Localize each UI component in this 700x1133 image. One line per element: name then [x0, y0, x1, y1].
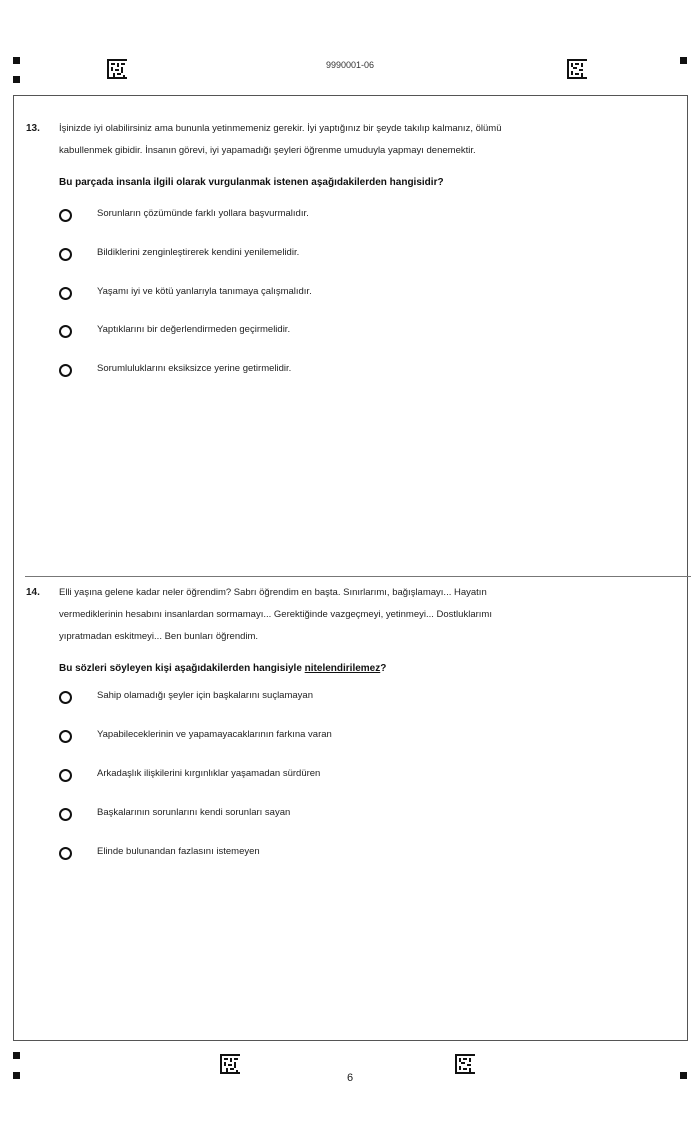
question-divider [25, 576, 691, 577]
passage-line: Elli yaşına gelene kadar neler öğrendim? Sabrı öğrendim en başta. Sınırlarımı, bağışlamayı... Hayatın [59, 587, 487, 598]
radio-button[interactable] [59, 287, 72, 300]
question-prompt: Bu parçada insanla ilgili olarak vurgulanmak istenen aşağıdakilerden hangisidir? [59, 177, 444, 188]
passage-line: İşinizde iyi olabilirsiniz ama bununla yetinmemeniz gerekir. İyi yaptığınız bir şeyde takılıp kalmanız, ölümü [59, 123, 502, 134]
radio-button[interactable] [59, 808, 72, 821]
option-text: Sahip olamadığı şeyler için başkalarını suçlamayan [97, 690, 313, 701]
option-text: Başkalarının sorunlarını kendi sorunları sayan [97, 807, 291, 818]
option-text: Yapabileceklerinin ve yapamayacaklarının farkına varan [97, 729, 332, 740]
radio-button[interactable] [59, 209, 72, 222]
radio-button[interactable] [59, 364, 72, 377]
passage-line: yıpratmadan eskitmeyi... Ben bunları öğrendim. [59, 631, 259, 642]
prompt-text: Bu sözleri söyleyen kişi aşağıdakilerden hangisiyle [59, 663, 305, 674]
prompt-underlined: nitelendirilemez [304, 663, 381, 674]
question-number: 13. [26, 123, 40, 134]
form-code: 9990001-06 [325, 60, 375, 70]
question-prompt [59, 663, 659, 674]
option-text: Arkadaşlık ilişkilerini kırgınlıklar yaşamadan sürdüren [97, 768, 321, 779]
radio-button[interactable] [59, 769, 72, 782]
registration-mark [13, 1052, 20, 1059]
registration-mark [13, 76, 20, 83]
passage-line: kabullenmek gibidir. İnsanın görevi, iyi yapamadığı şeyleri öğrenme umuduyla yapmayı denemektir. [59, 145, 476, 156]
question-passage [59, 582, 634, 648]
question-passage [59, 118, 634, 162]
radio-button[interactable] [59, 847, 72, 860]
question-frame [13, 95, 688, 1041]
radio-button[interactable] [59, 691, 72, 704]
option-text: Yaşamı iyi ve kötü yanlarıyla tanımaya çalışmalıdır. [97, 286, 312, 297]
passage-line: vermediklerinin hesabını insanlardan sormamayı... Gerektiğinde vazgeçmeyi, yetinmeyi... Dostluklarımı [59, 609, 492, 620]
question-number: 14. [26, 587, 40, 598]
option-text: Sorunların çözümünde farklı yollara başvurmalıdır. [97, 208, 309, 219]
option-text: Elinde bulunandan fazlasını istemeyen [97, 846, 260, 857]
barcode-icon [455, 1054, 475, 1074]
radio-button[interactable] [59, 730, 72, 743]
radio-button[interactable] [59, 248, 72, 261]
option-text: Sorumluluklarını eksiksizce yerine getirmelidir. [97, 363, 292, 374]
prompt-end: ? [380, 663, 387, 674]
barcode-icon [220, 1054, 240, 1074]
radio-button[interactable] [59, 325, 72, 338]
option-text: Bildiklerini zenginleştirerek kendini yenilemelidir. [97, 247, 300, 258]
option-text: Yaptıklarını bir değerlendirmeden geçirmelidir. [97, 324, 291, 335]
page-number: 6 [346, 1072, 354, 1084]
